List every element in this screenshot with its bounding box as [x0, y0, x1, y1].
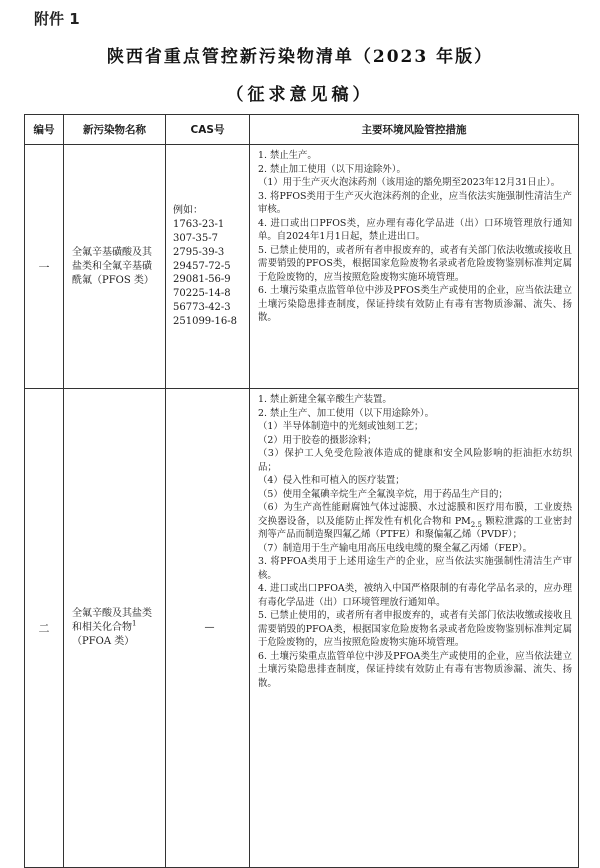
measure-item: 1. 禁止新建全氟辛酸生产装置。: [258, 394, 392, 405]
cas-line: 例如：: [173, 205, 203, 217]
measure-item: （2）用于胶卷的摄影涂料；: [258, 434, 377, 446]
pollutant-name: 全氟辛基磺酸及其盐类和全氟辛基磺酰氟（PFOS 类）: [64, 145, 166, 389]
cas-line: 2795-39-3: [173, 246, 225, 258]
col-header-cas: CAS号: [166, 115, 250, 145]
document-subtitle: （征求意见稿）: [226, 85, 374, 105]
cas-line: 29081-56-9: [173, 274, 231, 286]
pm-subscript: 2.5: [470, 520, 482, 529]
measure-text: 颗粒泄露的工业密封剂等产品而制造聚四氟乙烯（PTFE）和聚偏氟乙烯（PVDF）；: [258, 515, 572, 540]
pollutant-table: [24, 114, 579, 868]
cas-line: 251099-16-8: [173, 315, 238, 327]
pollutant-name-main: 全氟辛酸及其盐类和相关化合物: [72, 608, 152, 633]
measure-item: 4. 进口或出口PFOA类，被纳入中国严格限制的有毒化学品名录的，应办理有毒化学品进（出）口环境管理放行通知单。: [258, 583, 572, 608]
measure-item: 2. 禁止加工使用（以下用途除外）。: [258, 163, 406, 175]
cas-line: 70225-14-8: [173, 288, 231, 300]
measure-item: （1）用于生产灭火泡沫药剂（该用途的豁免期至2023年12月31日止）。: [258, 177, 561, 188]
measure-item: 4. 进口或出口PFOS类，应办理有毒化学品进（出）口环境管理放行通知单。自2024年1月1日起，禁止进出口。: [258, 217, 572, 242]
col-header-measures: 主要环境风险管控措施: [250, 115, 579, 145]
cas-line: 56773-42-3: [173, 301, 231, 313]
measure-item: （7）制造用于生产输电用高压电线电缆的聚全氟乙丙烯（FEP）。: [258, 542, 533, 554]
table-row: [25, 389, 579, 868]
footnote-marker: 1: [132, 619, 137, 628]
row-number: 一: [25, 145, 64, 389]
cas-line: 307-35-7: [173, 233, 218, 244]
table-row: [25, 145, 579, 389]
cas-line: 29457-72-5: [173, 260, 231, 272]
cas-line: 1763-23-1: [173, 219, 225, 231]
measure-item: 5. 已禁止使用的，或者所有者申报废弃的，或者有关部门依法收缴或接收且需要销毁的PFOA类，根据国家危险废物名录或者危险废物鉴别标准判定属于危险废物的，应当按照危险废物实施环境管理。: [258, 610, 572, 648]
table-header-row: [25, 115, 579, 145]
measure-item: 3. 将PFOS类用于生产灭火泡沫药剂的企业，应当依法实施强制性清洁生产审核。: [258, 190, 572, 215]
measure-item: （3）保护工人免受危险液体造成的健康和安全风险影响的拒油拒水纺织品；: [258, 448, 572, 473]
col-header-no: 编号: [25, 115, 64, 145]
col-header-name: 新污染物名称: [64, 115, 166, 145]
pollutant-name-abbr: （PFOA 类）: [72, 636, 135, 647]
measure-item: 5. 已禁止使用的，或者所有者申报废弃的，或者有关部门依法收缴或接收且需要销毁的PFOS类，根据国家危险废物名录或者危险废物鉴别标准判定属于危险废物的，应当按照危险废物实施环境管理。: [258, 244, 572, 283]
measure-item: （1）半导体制造中的光刻或蚀刻工艺；: [258, 421, 424, 432]
cas-numbers: [166, 145, 250, 389]
measure-item: 3. 将PFOA类用于上述用途生产的企业，应当依法实施强制性清洁生产审核。: [258, 556, 572, 581]
pollutant-name: [64, 389, 166, 868]
measure-text: （6）为生产高性能耐腐蚀气体过滤膜、水过滤膜和医疗用布膜，工业废热交换器设备，以及能防止挥发性有机化合物和 PM: [258, 502, 572, 527]
control-measures: [250, 145, 579, 389]
measure-item: [258, 501, 572, 542]
attachment-label: 附件 1: [34, 10, 80, 28]
document-title: 陕西省重点管控新污染物清单（2023 年版）: [106, 47, 494, 67]
cas-numbers: —: [166, 389, 250, 868]
measure-item: 1. 禁止生产。: [258, 150, 317, 161]
row-number: 二: [25, 389, 64, 868]
measure-item: （4）侵入性和可植入的医疗装置；: [258, 475, 405, 486]
measure-item: （5）使用全氟碘辛烷生产全氟溴辛烷，用于药品生产目的；: [258, 488, 508, 500]
control-measures: [250, 389, 579, 868]
measure-item: 6. 土壤污染重点监管单位中涉及PFOS类生产或使用的企业，应当依法建立土壤污染隐患排查制度，保证持续有效防止有毒有害物质渗漏、流失、扬散。: [258, 285, 572, 323]
measure-item: 6. 土壤污染重点监管单位中涉及PFOA类生产或使用的企业，应当依法建立土壤污染隐患排查制度，保证持续有效防止有毒有害物质渗漏、流失、扬散。: [258, 650, 572, 689]
measure-item: 2. 禁止生产、加工使用（以下用途除外）。: [258, 407, 434, 419]
